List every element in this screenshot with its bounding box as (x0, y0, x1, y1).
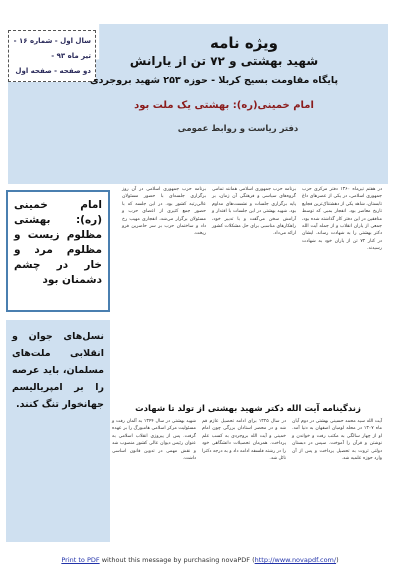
newsletter-title: ویژه نامه (209, 34, 278, 52)
column-text: در سال ۱۳۲۵ برای ادامه تحصیل عازم قم شد و در محضر استادان بزرگی چون امام خمینی و آیت الله بروجردی به کسب علم پرداخت. همزمان تحصیلات دانشگاهی خود را در رشته فلسفه ادامه داد و به درجه دکترا نائل شد. (202, 419, 286, 462)
column-text: برنامه حزب جمهوری اسلامی همانند تمامی گروه‌های سیاسی و فرهنگی آن زمان، بر پایه برگزاری جلسات و نشست‌های مداوم بود. شهید بهشتی در این جلسات با اقتدار و آرامش سخن می‌گفت و با تدبیر خود، راهکارهای مناسبی برای حل مشکلات کشور ارائه می‌داد. (212, 187, 296, 237)
column-text: شهید بهشتی در سال ۱۳۴۴ به آلمان رفت و مسئولیت مرکز اسلامی هامبورگ را بر عهده گرفت. پس از پیروزی انقلاب اسلامی به عنوان رئیس دیوان عالی کشور منصوب شد و نقش مهمی در تدوین قانون اساسی داشت. (112, 419, 196, 462)
bio-column-1 (292, 418, 382, 542)
article-column-1 (302, 186, 382, 411)
issue-line-3: دو صفحه - صفحه اول (15, 67, 91, 76)
bio-column-3 (112, 418, 196, 542)
article-column-2 (212, 186, 296, 411)
newsletter-page (2, 20, 398, 548)
headline: شهید بهشتی و ۷۲ تن از یارانش (129, 54, 319, 68)
footer-text: without this message by purchasing novaPDF ( (99, 556, 255, 564)
footer-end: ) (336, 556, 339, 564)
issue-line-1: سال اول - شماره ۱۶ - (13, 36, 91, 45)
pull-quote-box: امام خمینی (ره): بهشتی مظلوم زیست و مظلوم مرد و خار در چشم دشمنان بود (6, 190, 110, 312)
print-to-pdf-link[interactable]: Print to PDF (61, 556, 100, 564)
novapdf-link[interactable]: http://www.novapdf.com/ (254, 556, 337, 564)
column-text: آیت الله سید محمد حسینی بهشتی در دوم آبان ماه ۱۳۰۷ در محله لومبان اصفهان به دنیا آمد. او از چهار سالگی به مکتب رفت و خواندن و نوشتن و قرآن را آموخت. سپس در دبستان دولتی ثروت به تحصیل پرداخت و پس از آن وارد حوزه علمیه شد. (292, 419, 382, 462)
pdf-footer (0, 556, 400, 564)
column-text: در هفتم تیرماه ۱۳۶۰ دفتر مرکزی حزب جمهوری اسلامی، در یکی از عصرهای داغ تابستان، شاهد یکی از دهشتناک‌ترین فجایع تاریخ معاصر بود. انفجار بمبی که توسط منافقین در این دفتر کار گذاشته شده بود، جمعی از یاران انقلاب و از جمله آیت الله دکتر بهشتی را به شهادت رساند. ایشان در کنار ۷۲ تن از یاران خود به شهادت رسیدند. (302, 187, 382, 252)
issue-line-2: تیر ماه ۹۳ - (51, 51, 91, 60)
publisher-subtitle: پایگاه مقاومت بسیج کربلا - حوزه ۲۵۳ شهید بروجردی (89, 75, 339, 86)
highlight-quote-box: نسل‌های جوان و انقلابی ملت‌های مسلمان، باید عرصه را بر امپریالیسم جهانخوار تنگ کنند. (6, 320, 110, 542)
biography-heading: زندگینامه آیت الله دکتر شهید بهشتی از تولد تا شهادت (135, 404, 361, 414)
article-column-3 (122, 186, 206, 411)
column-text: برنامه حزب جمهوری اسلامی در آن روز برگزاری جلسه‌ای با حضور مسئولان عالی‌رتبه کشور بود. در این جلسه که با حضور جمع کثیری از اعضای حزب و مسئولان برگزار می‌شد، انفجاری مهیب رخ داد و ساختمان حزب بر سر حاضرین فرو ریخت. (122, 187, 206, 237)
office-label: دفتر ریاست و روابط عمومی (177, 124, 299, 134)
bio-column-2 (202, 418, 286, 542)
imam-quote: امام خمینی(ره): بهشتی یک ملت بود (134, 100, 314, 111)
